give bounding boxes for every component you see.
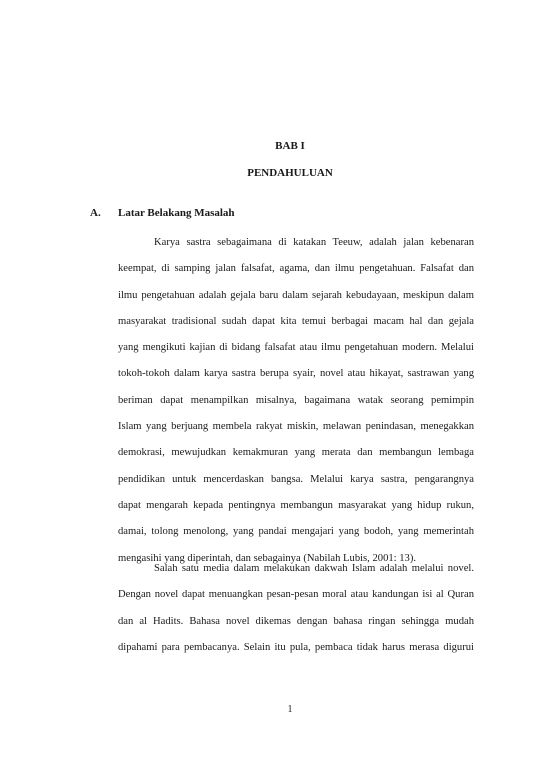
paragraph-line: yang mengikuti kajian di bidang falsafat atau ilmu pengetahuan modern. Melalui (118, 342, 474, 354)
paragraph-line: dapat mengarah kepada pentingnya membangun masyarakat yang hidup rukun, (118, 499, 474, 511)
paragraph-line: masyarakat tradisional sudah dapat kita temui berbagai macam hal dan gejala (118, 315, 474, 327)
paragraph-line: Salah satu media dalam melakukan dakwah Islam adalah melalui novel. (154, 563, 474, 574)
paragraph-line: dipahami para pembacanya. Selain itu pula, pembaca tidak harus merasa digurui (118, 641, 474, 653)
paragraph-line: keempat, di samping jalan falsafat, agama, dan ilmu pengetahuan. Falsafat dan (118, 263, 474, 275)
paragraph-line: dan al Hadits. Bahasa novel dikemas dengan bahasa ringan sehingga mudah (118, 615, 474, 627)
paragraph-2 (118, 556, 474, 661)
paragraph-line: damai, tolong menolong, yang pandai mengajari yang bodoh, yang memerintah (118, 526, 474, 538)
paragraph-line: Karya sastra sebagaimana di katakan Teeuw, adalah jalan kebenaran (154, 237, 474, 248)
page-number: 1 (287, 704, 293, 715)
paragraph-line: Dengan novel dapat menuangkan pesan-pesan moral atau kandungan isi al Quran (118, 589, 474, 601)
paragraph-1 (118, 230, 474, 572)
paragraph-line: demokrasi, mewujudkan kemakmuran yang merata dan membangun lembaga (118, 447, 474, 459)
paragraph-line: mengasihi yang diperintah, dan sebagainya (Nabilah Lubis, 2001: 13). (118, 552, 417, 564)
paragraph-line: Islam yang berjuang membela rakyat miskin, melawan penindasan, menegakkan (118, 421, 474, 433)
section-title: Latar Belakang Masalah (118, 207, 235, 219)
chapter-title: PENDAHULUAN (247, 167, 333, 179)
paragraph-line: ilmu pengetahuan adalah gejala baru dalam sejarah kebudayaan, meskipun dalam (118, 289, 474, 301)
chapter-number: BAB I (275, 140, 305, 152)
paragraph-line: beriman dapat menampilkan misalnya, bagaimana watak seorang pemimpin (118, 394, 474, 406)
section-heading (90, 207, 235, 219)
paragraph-line: tokoh-tokoh dalam karya sastra berupa syair, novel atau hikayat, sastrawan yang (118, 368, 474, 380)
paragraph-line: pendidikan untuk mencerdaskan bangsa. Melalui karya sastra, pengarangnya (118, 473, 474, 485)
section-letter: A. (90, 207, 101, 219)
